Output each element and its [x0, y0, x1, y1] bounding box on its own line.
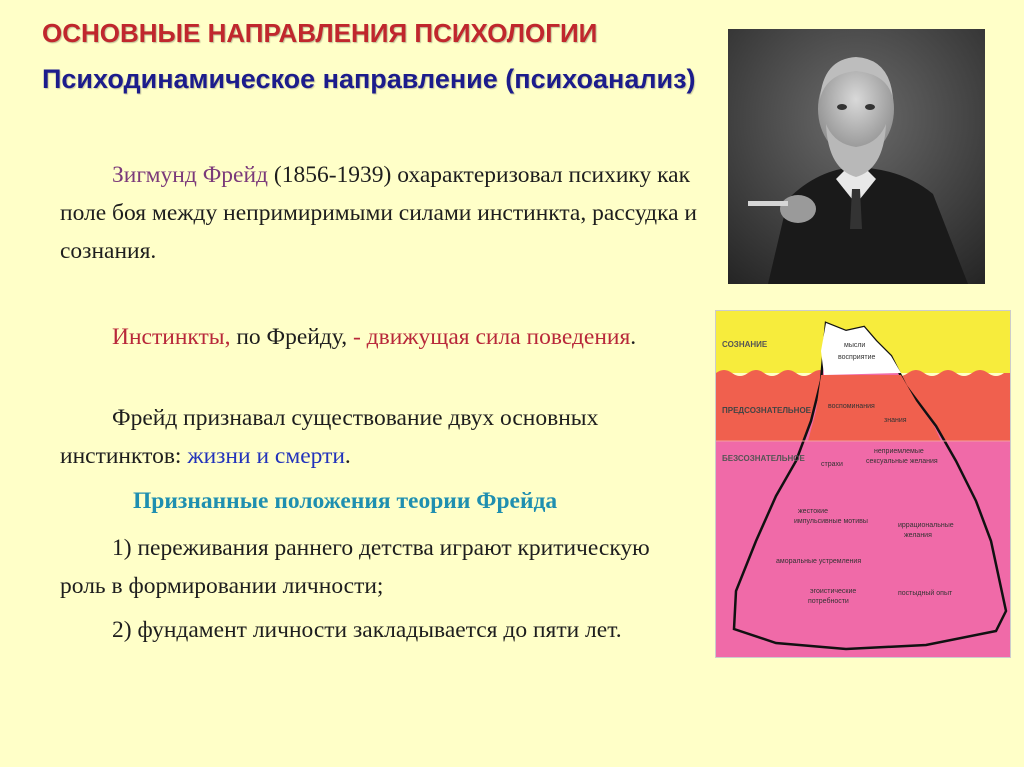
label-thoughts: мысли [844, 342, 866, 349]
level-unconscious: БЕЗСОЗНАТЕЛЬНОЕ [722, 454, 805, 463]
slide-title: ОСНОВНЫЕ НАПРАВЛЕНИЯ ПСИХОЛОГИИ [42, 18, 598, 48]
life-death: жизни и смерти [187, 443, 345, 469]
label-shameful: постыдный опыт [898, 590, 953, 597]
list-item-2 [60, 611, 700, 649]
label-knowledge: знания [884, 417, 907, 424]
slide-subtitle: Психодинамическое направление (психоанализ) [42, 64, 696, 94]
period2: . [344, 443, 351, 469]
label-irrational-2: желания [904, 532, 932, 539]
paragraph-instincts [60, 318, 700, 356]
paragraph-two-instincts [60, 399, 700, 475]
label-egoistic-1: эгоистические [810, 588, 857, 595]
paragraph-freud [60, 156, 700, 270]
label-amoral: аморальные устремления [776, 558, 862, 565]
iceberg-diagram [715, 310, 1011, 658]
instincts-word: Инстинкты, [112, 324, 231, 350]
label-fears: страхи [821, 461, 843, 468]
driving-force: - движущая сила поведения [347, 324, 631, 350]
two-instincts-text: Фрейд признавал существование двух основных инстинктов: [60, 405, 599, 469]
freud-name: Зигмунд Фрейд [112, 162, 268, 188]
freud-portrait [728, 29, 985, 284]
label-irrational-1: иррациональные [898, 522, 954, 529]
list-item-2-text: 2) фундамент личности закладывается до пяти лет. [112, 617, 622, 643]
section-heading: Признанные положения теории Фрейда [133, 488, 558, 514]
label-perception: восприятие [838, 354, 876, 361]
label-egoistic-2: потребности [808, 598, 849, 605]
label-desires-2: сексуальные желания [866, 458, 938, 465]
freud-years: (1856-1939) [268, 162, 392, 188]
label-desires-1: неприемлемые [874, 448, 924, 455]
level-preconscious: ПРЕДСОЗНАТЕЛЬНОЕ [722, 406, 812, 415]
list-item-1 [60, 529, 700, 605]
freud-description: охарактеризовал психику как поле боя между непримиримыми силами инстинкта, рассудка и сознания. [60, 162, 698, 264]
level-conscious: СОЗНАНИЕ [722, 340, 768, 349]
label-motives-1: жестокие [798, 508, 828, 515]
list-item-1-text: 1) переживания раннего детства играют критическую роль в формировании личности; [60, 535, 650, 599]
by-freud: по Фрейду, [230, 324, 348, 350]
period: . [630, 324, 637, 350]
label-motives-2: импульсивные мотивы [794, 518, 868, 525]
label-memories: воспоминания [828, 403, 875, 410]
